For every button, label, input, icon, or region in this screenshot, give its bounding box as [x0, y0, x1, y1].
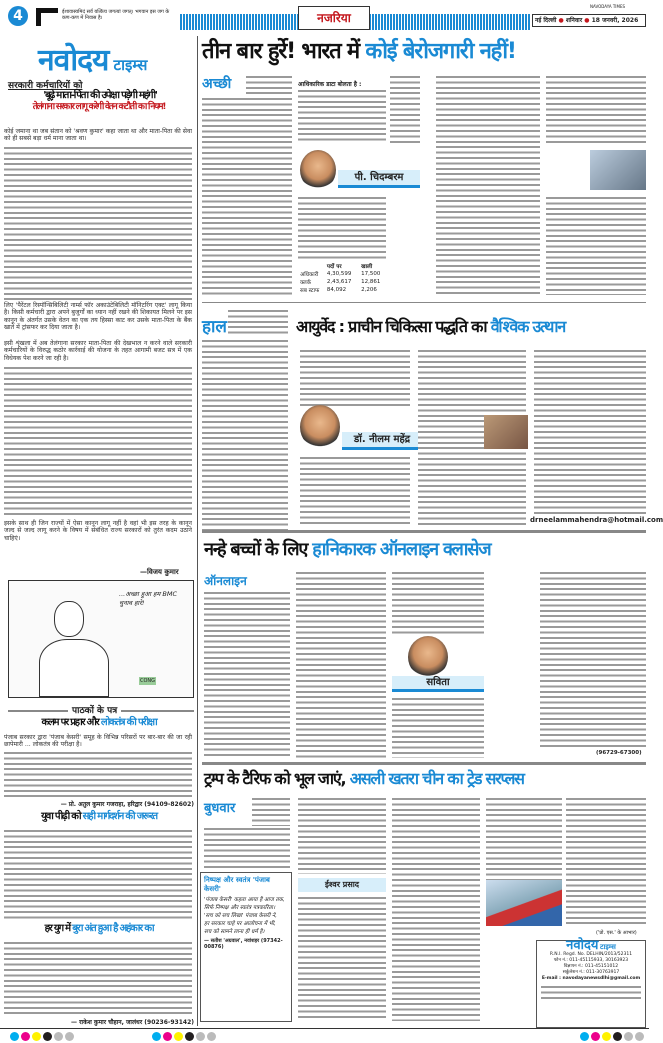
article2-headline-a: आयुर्वेद : प्राचीन चिकित्सा पद्धति का	[296, 317, 487, 336]
article1-col1b	[202, 96, 292, 296]
article4-col2b	[298, 895, 386, 1021]
cartoon-figure	[54, 601, 84, 637]
editorial-author: —विजय कुमार	[140, 568, 179, 576]
registration-dots-left	[10, 1032, 74, 1041]
article3-dropcap: ऑनलाइन	[204, 574, 247, 588]
registration-dot	[580, 1032, 589, 1041]
article3-credit: (96729-67300)	[596, 750, 642, 756]
table-row	[300, 270, 388, 278]
section-tab: नजरिया	[298, 6, 370, 30]
imprint-masthead	[537, 938, 645, 953]
imprint-name: नवोदय	[566, 938, 599, 953]
bottom-rule	[0, 1028, 649, 1029]
article3-col1	[204, 590, 290, 758]
letter1-text: पंजाब सरकार द्वारा 'पंजाब केसरी' समूह के विभिन्न परिसरों पर बार-बार की जा रही छापेमारी ... लोकतंत्र की परीक्षा है।	[4, 734, 192, 749]
imprint-notice	[541, 984, 641, 1000]
article4-dropcap: बुधवार	[204, 801, 236, 816]
article4-byline: ईश्वर प्रसाद	[298, 878, 386, 892]
editorial-excerpt2: इसी शृंखला में अब तेलंगाना सरकार माता-पिता की देखभाल न करने वाले सरकारी कर्मचारियों के विरुद्ध कठोर कार्रवाई की योजना के तहत आगामी बजट सत्र में एक विधेयक पेश करने जा रही है।	[4, 340, 192, 362]
article2-col2b	[300, 455, 410, 525]
small-logo: NAVODAYA TIMES	[590, 4, 626, 9]
article3-col4	[540, 570, 646, 748]
article1-headline	[202, 40, 646, 64]
news-photo	[484, 415, 528, 449]
letter3-title	[4, 923, 194, 934]
registration-dot	[207, 1032, 216, 1041]
article1-col2	[298, 88, 386, 144]
editorial-body-2	[4, 365, 192, 517]
editorial-lead: कोई जमाना था जब संतान को 'श्रवण कुमार' कहा जाता था और माता-पिता की सेवा को ही सबसे बड़ा धर्म माना जाता था।	[4, 128, 192, 143]
editorial-excerpt1: लिए 'पैरेंटल रिस्पॉन्सिबिलिटी नार्म्स फॉर अकाउंटेबिलिटी मॉनिटरिंग एक्ट' लागू किया है। किसी कर्मचारी द्वारा अपने बुजुर्गों का ध्यान नहीं रखने की शिकायत मिलने पर इस कानून के अंतर्गत उसके वेतन का एक तय हिस्सा काट कर उसके माता-पिता के बैंक खाते में ट्रांसफर कर दिया जाता है।	[4, 302, 192, 332]
imprint-regd: R.N.I. Regd. No. DELHIN/2013/52311	[549, 952, 633, 957]
imprint-box	[536, 940, 646, 1028]
article1-byline: पी. चिदम्बरम	[338, 170, 420, 188]
author-photo-savita	[408, 636, 448, 678]
article4-col1b	[204, 826, 290, 871]
article1-subhead: आधिकारिक डाटा बोलता है :	[298, 81, 362, 88]
article4-col2	[298, 796, 386, 874]
table-cell: खाली	[361, 264, 373, 270]
letters-section-title: पाठकों के पत्र	[68, 703, 121, 716]
registration-dots-middle	[152, 1032, 216, 1041]
article2-headline-b: वैश्विक उत्थान	[490, 317, 566, 336]
registration-dot	[613, 1032, 622, 1041]
table-cell: 12,861	[361, 279, 381, 285]
imprint-email: E-mail : navodayanewsdlhi@gmail.com	[541, 976, 641, 981]
article2-dropcap: हाल	[202, 314, 227, 337]
editorial-body	[4, 145, 192, 300]
article4-col3	[392, 796, 480, 1021]
header-quote: ईशावास्यमिदं सर्वं यत्किंच जगत्यां जगत्। भगवान इस जग के कण-कण में निवास है।	[62, 9, 170, 21]
registration-dot	[21, 1032, 30, 1041]
cartoon-speech: ...अच्छा हुआ हम BMC चुनाव हारे!	[119, 590, 178, 607]
divider	[202, 530, 646, 533]
article1-headline-b: कोई बेरोजगारी नहीं!	[365, 39, 516, 64]
article2-col4	[534, 348, 646, 514]
registration-dot	[196, 1032, 205, 1041]
letter3-body	[4, 940, 192, 1016]
author-photo-chidambaram	[300, 150, 336, 190]
article1-col5	[546, 74, 646, 144]
registration-dot	[54, 1032, 63, 1041]
article1-dropcap: अच्छी	[202, 76, 232, 92]
table-cell: 17,500	[361, 271, 381, 277]
article2-byline: डॉ. नीलम महेंद्र	[342, 432, 422, 450]
poem-line: 'सच को सच लिखा' पंजाब केसरी ने,	[204, 913, 277, 919]
article1-col4	[436, 74, 540, 296]
table-cell: 2,43,617	[326, 279, 352, 285]
news-photo-flags	[486, 880, 562, 926]
divider	[202, 762, 646, 765]
news-photo	[590, 150, 646, 190]
article4-col1	[252, 796, 290, 826]
masthead-name: नवोदय	[38, 43, 109, 78]
article3-byline: सविता	[392, 676, 484, 692]
article1-col5b	[546, 195, 646, 295]
letter3-title-a: हर युग में	[44, 923, 70, 934]
article4-col5	[566, 796, 646, 926]
registration-dot	[174, 1032, 183, 1041]
letter2-title-b: सही मार्गदर्शन की जरूरत	[82, 811, 157, 822]
registration-dot	[10, 1032, 19, 1041]
article2-col1-top	[228, 308, 288, 334]
divider	[202, 302, 646, 303]
cartoon-body	[39, 639, 109, 697]
article1-col1	[246, 74, 292, 94]
day: शनिवार	[565, 17, 583, 24]
letter2-title-a: युवा पीढ़ी को	[41, 811, 81, 822]
imprint-suffix: टाइम्स	[600, 943, 616, 951]
poem-line: हर सरकार चाहे पर आलोचना में भी,	[204, 921, 276, 927]
table-cell: अधिकारी	[300, 272, 319, 278]
staff-table	[300, 262, 388, 294]
article4-headline	[204, 770, 646, 788]
editorial-kicker: सरकारी कर्मचारियों को	[8, 81, 83, 91]
registration-dot	[591, 1032, 600, 1041]
article2-email: drneelammahendra@hotmail.com	[530, 516, 663, 524]
article1-col3	[390, 74, 420, 144]
registration-dot	[152, 1032, 161, 1041]
registration-dot	[602, 1032, 611, 1041]
letter3-title-b: बुरा अंत हुआ है अहंकार का	[72, 923, 154, 934]
poem-line: 'पंजाब केसरी' कहता आया है आज तक,	[204, 897, 285, 903]
column-rule	[197, 36, 198, 1026]
date: 18 जनवरी, 2026	[591, 17, 639, 24]
registration-dot	[32, 1032, 41, 1041]
editorial-title-line1: 'बूढ़े माता-पिता की उपेक्षा पड़ेगी महंगी'	[43, 90, 157, 101]
table-header	[300, 262, 388, 270]
cartoon	[8, 580, 194, 698]
registration-dots-right	[580, 1032, 644, 1041]
letter1-title-a: कलम पर प्रहार और	[41, 717, 99, 728]
imprint-phone: फोन नं.: 011-45115933, 30163923	[553, 958, 629, 963]
letter1-author: — प्रो. अतुल कुमार गजराहा, हरिद्वार (94109-82602)	[60, 801, 194, 808]
table-cell	[300, 262, 327, 270]
imprint-circulation: सर्कुलेशन नं.: 011-30763917	[562, 970, 620, 975]
letter3-author: — राकेश कुमार चौहान, जालंधर (90236-93142)	[71, 1019, 194, 1026]
cartoon-label: CONG	[140, 678, 156, 684]
editorial-excerpt3: इसके साथ ही जिन राज्यों में ऐसा कानून लागू नहीं है वहां भी इस तरह के कानून जल्द से जल्द लागू करने के विषय में संबंधित राज्य सरकारों को तुरंत कदम उठाने चाहिएं।	[4, 520, 192, 542]
edition: नई दिल्ली	[535, 17, 557, 24]
article1-col2b	[298, 195, 386, 259]
letter1-title-b: लोकतंत्र की परीक्षा	[100, 717, 157, 728]
poem-line: सच को सामने लाना ही धर्म है।	[204, 929, 265, 935]
corner-bracket	[36, 8, 58, 26]
poem-title: निष्पक्ष और स्वतंत्र 'पंजाब केसरी'	[204, 876, 270, 893]
article4-headline-b: असली खतरा चीन का ट्रेड सरप्लस	[349, 769, 524, 788]
article2-col1	[202, 338, 288, 533]
table-row	[300, 286, 388, 294]
article4-headline-a: ट्रम्प के टैरिफ को भूल जाएं,	[204, 769, 346, 788]
table-cell: पदों पर	[326, 264, 342, 270]
poem-line: सिर्फ निष्पक्ष और स्वतंत्र पत्रकारिता।	[204, 905, 276, 911]
editorial-title-line2: तेलंगाना सरकार लागू करेगी वेतन कटौती का नियम!	[32, 102, 166, 112]
article3-headline-b: हानिकारक ऑनलाइन क्लासेज	[312, 539, 491, 560]
registration-dot	[163, 1032, 172, 1041]
poem-lines	[204, 896, 288, 936]
imprint-fax: विज्ञापन नं.: 011-45151012	[563, 964, 619, 969]
page-number: 4	[8, 6, 28, 26]
author-photo-neelam	[300, 405, 340, 449]
registration-dot	[43, 1032, 52, 1041]
article2-headline	[296, 318, 646, 336]
table-cell: सब स्टाफ	[300, 288, 320, 294]
registration-dot	[624, 1032, 633, 1041]
table-cell: 4,30,599	[326, 271, 352, 277]
dateline: नई दिल्ली ● शनिवार ● 18 जनवरी, 2026	[532, 14, 646, 27]
letter1-body	[4, 750, 192, 798]
letter2-body	[4, 828, 192, 920]
letter1-title	[4, 717, 194, 728]
article3-col3	[392, 570, 484, 635]
table-cell: क्लर्क	[300, 280, 311, 286]
masthead-suffix: टाइम्स	[113, 56, 148, 74]
poem-box	[200, 872, 292, 1022]
registration-dot	[65, 1032, 74, 1041]
article1-headline-a: तीन बार हुर्रे! भारत में	[202, 39, 359, 64]
article3-headline	[204, 540, 646, 560]
table-row	[300, 278, 388, 286]
article3-col3b	[392, 696, 484, 758]
poem-author: — सतीश 'अग्रवाल', नवांशहर (97342-00876)	[204, 938, 283, 950]
article3-headline-a: नन्हे बच्चों के लिए	[204, 539, 308, 560]
masthead	[38, 38, 147, 79]
registration-dot	[185, 1032, 194, 1041]
registration-dot	[635, 1032, 644, 1041]
table-cell: 84,092	[326, 287, 347, 293]
letter2-title	[4, 811, 194, 822]
article4-credit: ('प्रो. एस.' के आभार)	[596, 930, 637, 936]
article2-col2	[300, 348, 410, 406]
table-cell: 2,206	[361, 287, 377, 293]
article3-col2	[296, 570, 386, 758]
